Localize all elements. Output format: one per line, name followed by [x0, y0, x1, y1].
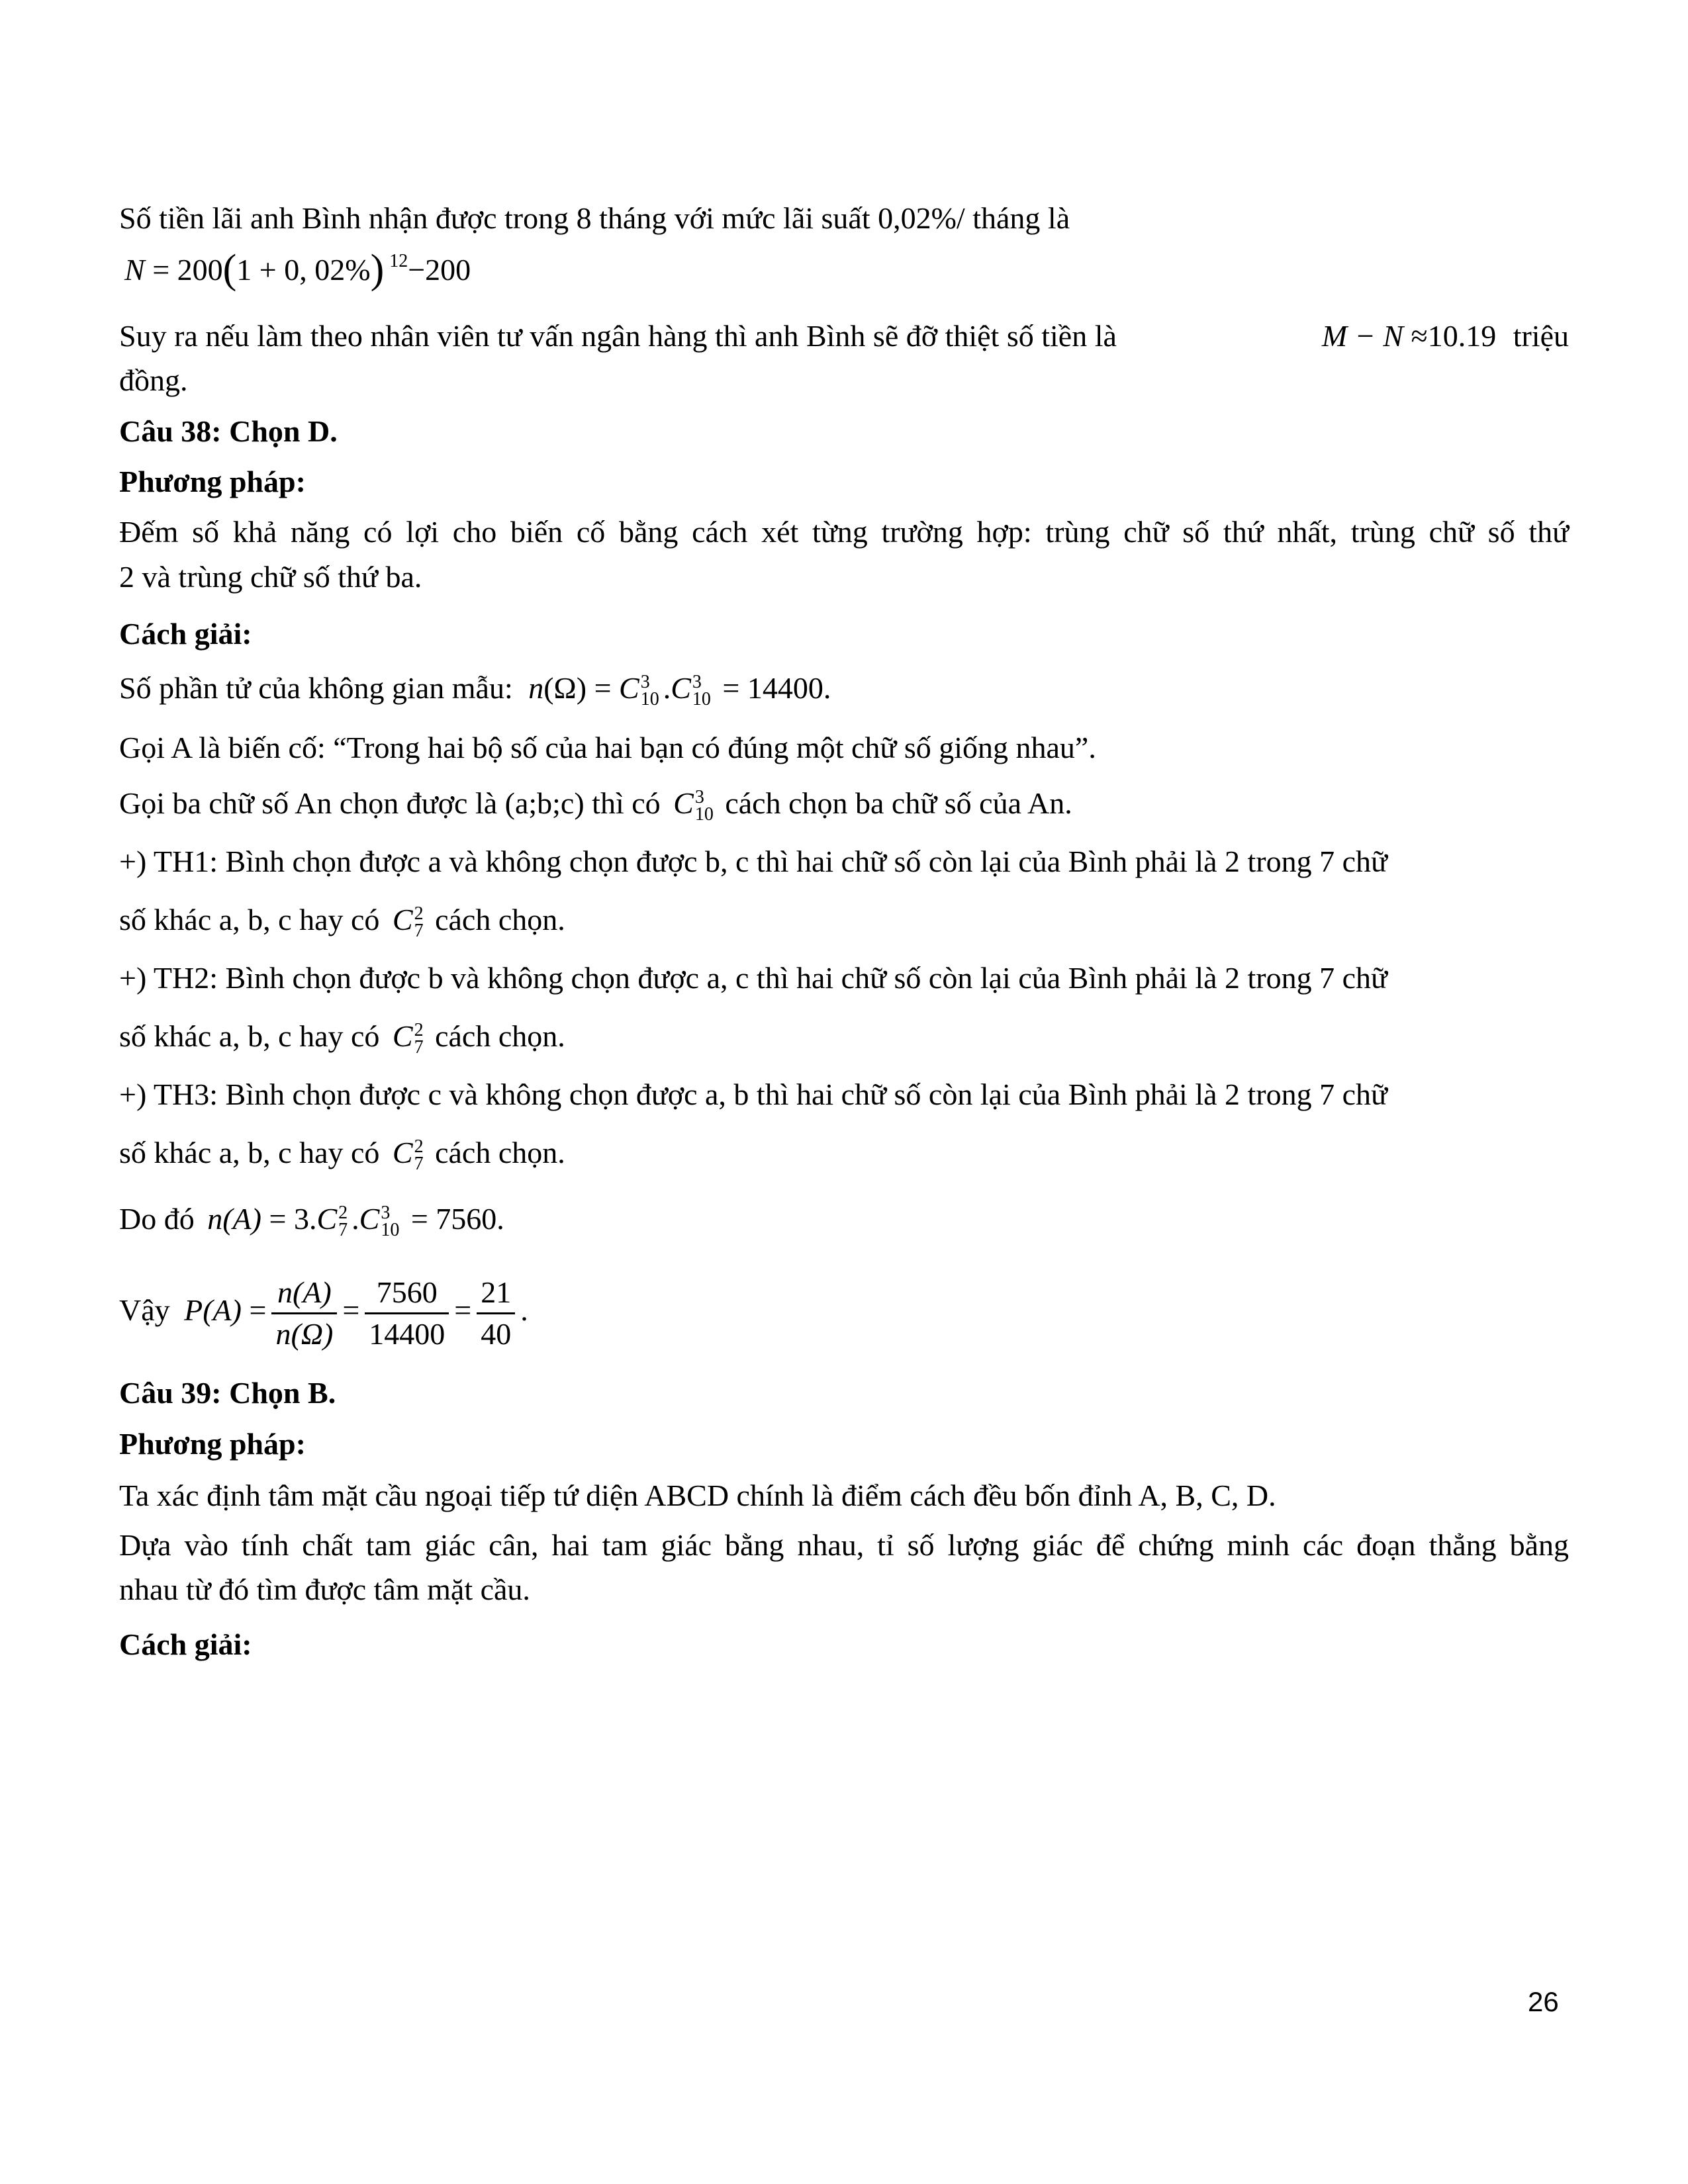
section-heading: Cách giải:	[119, 1627, 252, 1661]
text-line: Số tiền lãi anh Bình nhận được trong 8 tháng với mức lãi suất 0,02%/ tháng là	[119, 201, 1070, 235]
text-line-favorable: Do đó n(A) = 3.C 2 7 .C 3 10 = 7560.	[119, 1202, 504, 1241]
text-line: Dựa vào tính chất tam giác cân, hai tam giác bằng nhau, tỉ số lượng giác để chứng minh các đoạn thẳng bằng	[119, 1528, 1569, 1562]
text-line: số khác a, b, c hay có C 2 7 cách chọn.	[119, 1019, 565, 1058]
equation-N: N = 200(1 + 0, 02%) $^{12}$−200	[124, 247, 471, 292]
text-line: 2 và trùng chữ số thứ ba.	[119, 560, 422, 594]
text-line-case-3: +) TH3: Bình chọn được c và không chọn được a, b thì hai chữ số còn lại của Bình phải là 2 trong 7 chữ	[119, 1077, 1387, 1111]
text-line-conclusion: Suy ra nếu làm theo nhân viên tư vấn ngân hàng thì anh Bình sẽ đỡ thiệt số tiền là M − N ≈10.19 triệu	[119, 319, 1569, 353]
text-line: số khác a, b, c hay có C 2 7 cách chọn.	[119, 1136, 565, 1175]
text-line-case-1: +) TH1: Bình chọn được a và không chọn được b, c thì hai chữ số còn lại của Bình phải là 2 trong 7 chữ	[119, 844, 1387, 878]
section-heading: Phương pháp:	[119, 1427, 306, 1461]
text-line: Đếm số khả năng có lợi cho biến cố bằng cách xét từng trường hợp: trùng chữ số thứ nhất, trùng chữ số thứ	[119, 515, 1569, 549]
text-line: đồng.	[119, 363, 188, 397]
section-heading: Phương pháp:	[119, 465, 306, 498]
question-heading: Câu 38: Chọn D.	[119, 414, 338, 448]
page-number: 26	[1528, 1986, 1559, 2017]
fraction: $\frac{7560}{14400}$	[365, 1273, 449, 1354]
fraction: $\frac{21}{40}$	[477, 1273, 515, 1354]
question-heading: Câu 39: Chọn B.	[119, 1376, 336, 1410]
text-line: Ta xác định tâm mặt cầu ngoại tiếp tứ diện ABCD chính là điểm cách đều bốn đỉnh A, B, C, D.	[119, 1479, 1276, 1512]
fraction: $\frac{n(A)}{n(\Omega)}$	[271, 1273, 337, 1354]
section-heading: Cách giải:	[119, 617, 252, 651]
text-line: Gọi ba chữ số An chọn được là (a;b;c) thì có C 3 10 cách chọn ba chữ số của An.	[119, 786, 1072, 825]
text-line-case-2: +) TH2: Bình chọn được b và không chọn được a, c thì hai chữ số còn lại của Bình phải là 2 trong 7 chữ	[119, 961, 1387, 995]
equation-probability: Vậy P(A) = $\frac{n(A)}{n(\Omega)}$ = $\frac{7560}{14400}$ = $\frac{21}{40}$ .	[119, 1264, 528, 1357]
text-line: Gọi A là biến cố: “Trong hai bộ số của hai bạn có đúng một chữ số giống nhau”.	[119, 731, 1096, 764]
text-line-sample-space: Số phần tử của không gian mẫu: n(Ω) = C 3 10 .C 3 10 = 14400.	[119, 671, 831, 710]
text-line: nhau từ đó tìm được tâm mặt cầu.	[119, 1572, 530, 1606]
text-line: số khác a, b, c hay có C 2 7 cách chọn.	[119, 903, 565, 942]
